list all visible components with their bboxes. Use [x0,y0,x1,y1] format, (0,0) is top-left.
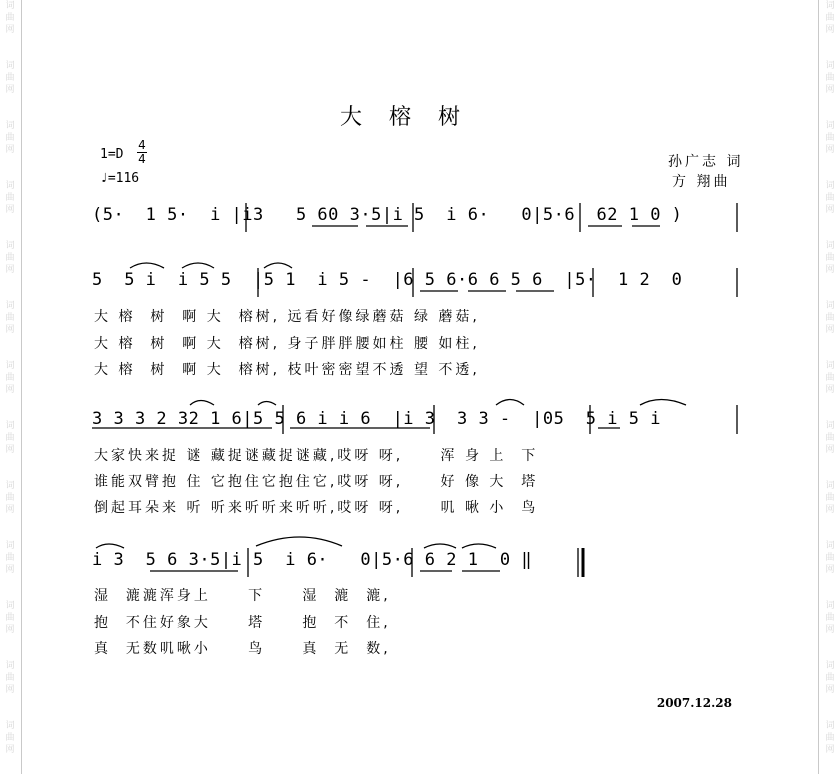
watermark-text: 词 曲 网 [825,1,835,35]
watermark-text: 词 曲 网 [5,1,15,35]
watermark-text: 词 曲 网 [825,361,835,395]
key-signature: 1=D [100,147,124,162]
watermark-text: 词 曲 网 [825,301,835,335]
watermark-text: 词 曲 网 [825,541,835,575]
watermark-text: 词 曲 网 [825,61,835,95]
quarter-note-icon: ♩ [100,171,108,186]
time-signature-bottom: 4 [138,152,146,166]
watermark-text: 词 曲 网 [5,61,15,95]
lyricist-credit: 孙广志 词 [668,154,744,170]
watermark-text: 词 曲 网 [5,241,15,275]
lyric-line: 抱 不住好象大 塔 抱 不 住, [94,615,391,631]
watermark-text: 词 曲 网 [5,661,15,695]
watermark-text: 词 曲 网 [825,481,835,515]
lyric-line: 大 榕 树 啊 大 榕树, 枝叶密密望不透 望 不透, [94,362,480,378]
watermark-text: 词 曲 网 [825,601,835,635]
watermark-text: 词 曲 网 [5,121,15,155]
watermark-text: 词 曲 网 [825,421,835,455]
watermark-text: 词 曲 网 [825,121,835,155]
notation-line-2: 5 5 i i 5 5 |5 1 i 5 - |6 5 6·6 6 5 6 |5· 1 2 0 [92,270,683,290]
composer-credit: 方 翔曲 [672,174,731,190]
notation-line-4: i 3 5 6 3·5|i 5 i 6· 0|5·6 6 2 1 0 ‖ [92,550,533,570]
lyric-line: 谁能双臂抱 住 它抱住它抱住它,哎呀 呀, 好 像 大 塔 [94,474,539,490]
watermark-text: 词 曲 网 [825,721,835,755]
watermark-text: 词 曲 网 [825,241,835,275]
notation-line-3: 3 3 3 2 32 1 6|5 5 6 i i 6 |i 3 3 3 - |05 5 i 5 i [92,409,661,429]
date-stamp: 2007.12.28 [656,696,732,710]
time-signature-top: 4 [138,138,146,152]
lyric-line: 湿 漉漉浑身上 下 湿 漉 漉, [94,588,391,604]
watermark-text: 词 曲 网 [5,481,15,515]
lyric-line: 大 榕 树 啊 大 榕树, 身子胖胖腰如柱 腰 如柱, [94,336,480,352]
tempo-value: =116 [107,171,140,186]
notation-line-1: (5· 1 5· i |i3 5 60 3·5|i 5 i 6· 0|5·6 62 1 0 ) [92,205,683,225]
lyric-line: 大家快来捉 谜 藏捉谜藏捉谜藏,哎呀 呀, 浑 身 上 下 [94,448,539,464]
watermark-text: 词 曲 网 [5,541,15,575]
watermark-text: 词 曲 网 [5,421,15,455]
watermark-text: 词 曲 网 [5,721,15,755]
lyric-line: 倒起耳朵来 听 听来听听来听听,哎呀 呀, 叽 啾 小 鸟 [94,500,539,516]
song-title: 大 榕 树 [340,105,470,130]
watermark-text: 词 曲 网 [825,181,835,215]
lyric-line: 真 无数叽啾小 鸟 真 无 数, [94,641,391,657]
watermark-text: 词 曲 网 [5,301,15,335]
lyric-line: 大 榕 树 啊 大 榕树, 远看好像绿蘑菇 绿 蘑菇, [94,309,480,325]
watermark-text: 词 曲 网 [5,601,15,635]
watermark-text: 词 曲 网 [5,181,15,215]
watermark-text: 词 曲 网 [5,361,15,395]
watermark-text: 词 曲 网 [825,661,835,695]
